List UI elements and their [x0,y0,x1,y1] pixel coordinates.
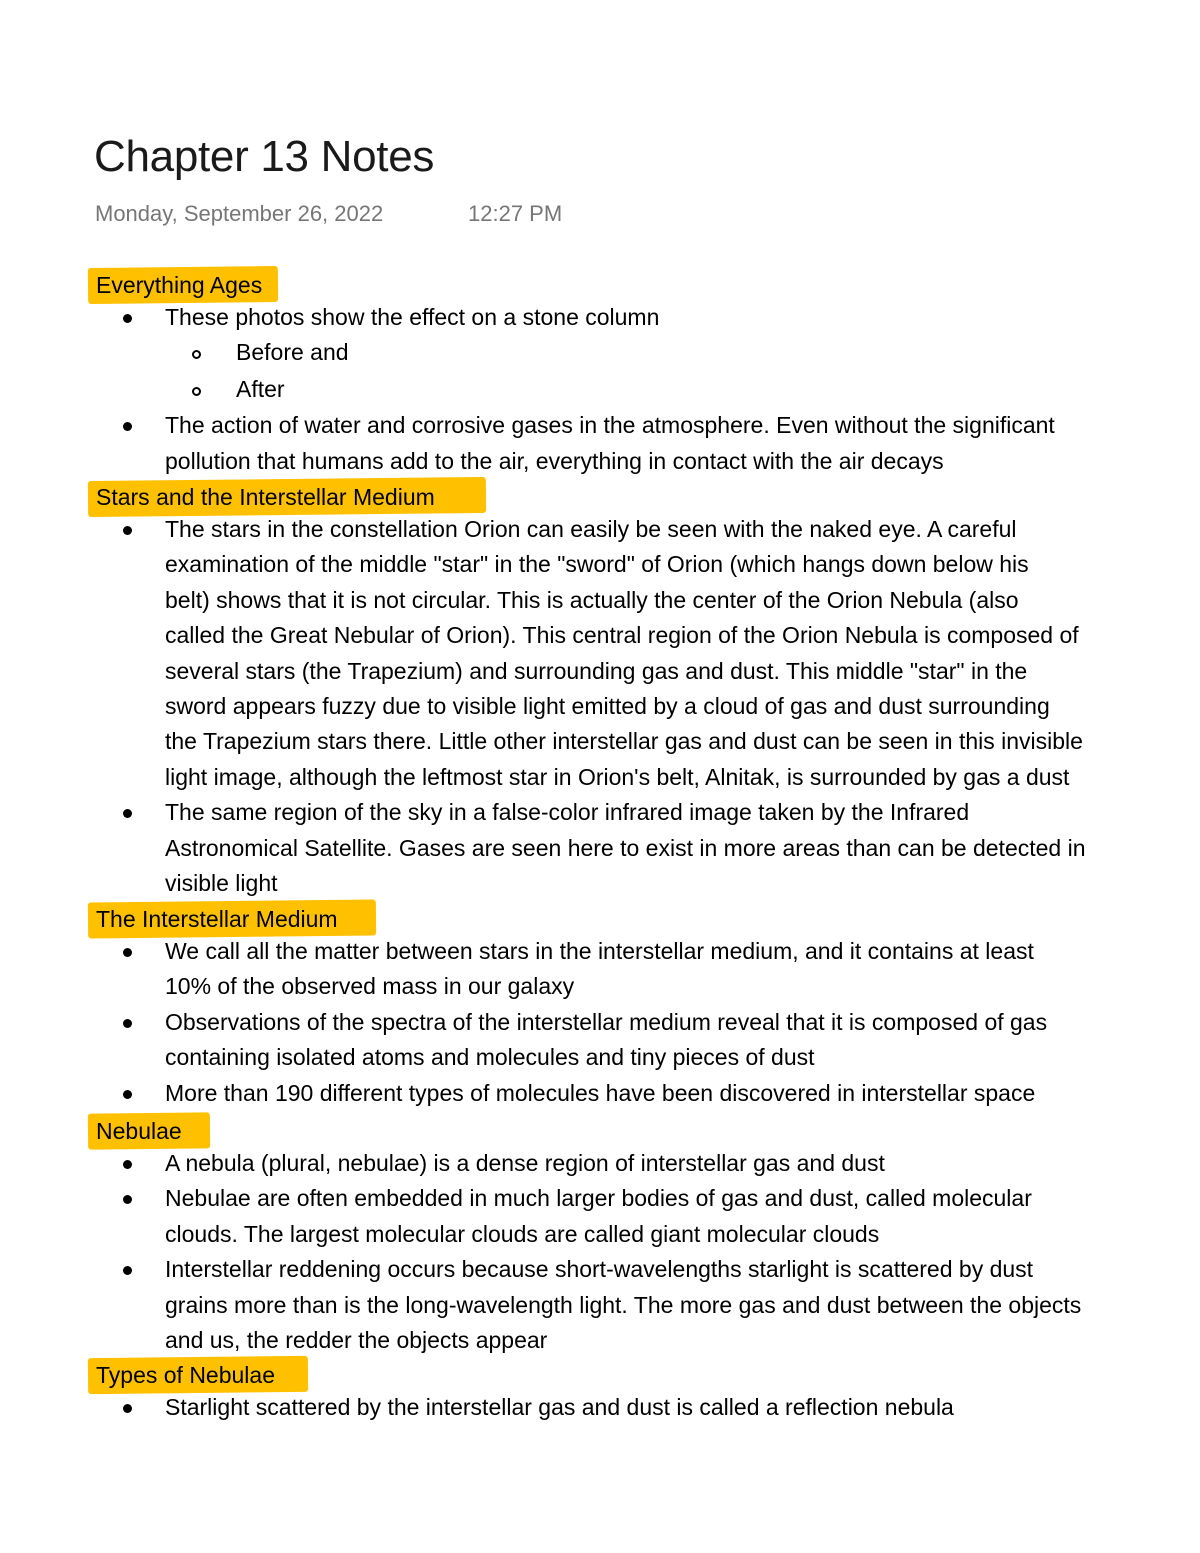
sub-bullet-icon [192,387,201,396]
bullet-icon [123,526,132,535]
page-date: Monday, September 26, 2022 [95,201,384,226]
section-heading-text: Nebulae [96,1118,182,1144]
sub-list-item: Before and [236,339,349,366]
page-title: Chapter 13 Notes [94,132,435,181]
section-heading-text: Everything Ages [96,272,263,298]
list-item-line: clouds. The largest molecular clouds are called giant molecular clouds [165,1220,880,1247]
list-item-line: several stars (the Trapezium) and surrounding gas and dust. This middle "star" in the [165,657,1028,684]
bullet-icon [123,314,132,323]
section-heading [88,1112,190,1150]
list-item-line: grains more than is the long-wavelength light. The more gas and dust between the objects [165,1291,1082,1318]
bullet-icon [123,1404,132,1413]
list-item-line: We call all the matter between stars in the interstellar medium, and it contains at least [165,938,1034,964]
sub-list-item: After [236,375,285,402]
list-item-line: A nebula (plural, nebulae) is a dense region of interstellar gas and dust [165,1150,885,1176]
bullet-icon [123,422,132,431]
list-item-line: Starlight scattered by the interstellar gas and dust is called a reflection nebula [165,1394,954,1420]
list-item-line: These photos show the effect on a stone column [165,304,660,330]
list-item-line: called the Great Nebular of Orion). This central region of the Orion Nebula is composed of [165,622,1079,649]
list-item-line: and us, the redder the objects appear [165,1327,548,1353]
bullet-icon [123,1090,132,1099]
list-item-line: The action of water and corrosive gases in the atmosphere. Even without the significant [165,412,1055,439]
bullet-icon [123,948,132,957]
list-item-line: More than 190 different types of molecules have been discovered in interstellar space [165,1079,1036,1106]
section-heading-text: The Interstellar Medium [96,906,338,932]
list-item-line: belt) shows that it is not circular. This is actually the center of the Orion Nebula (also [165,586,1019,613]
list-item-line: containing isolated atoms and molecules and tiny pieces of dust [165,1044,815,1071]
list-item-line: sword appears fuzzy due to visible light emitted by a cloud of gas and dust surrounding [165,693,1050,719]
section-heading [88,900,346,938]
list-item-line: The same region of the sky in a false-color infrared image taken by the Infrared [165,799,970,826]
list-item-line: 10% of the observed mass in our galaxy [165,973,575,1000]
bullet-icon [123,1160,132,1169]
bullet-icon [123,1195,132,1204]
list-item-line: Nebulae are often embedded in much larger bodies of gas and dust, called molecular [165,1185,1032,1212]
list-item-line: examination of the middle "star" in the "sword" of Orion (which hangs down below his [165,551,1029,578]
list-item-line: Astronomical Satellite. Gases are seen here to exist in more areas than can be detected in [165,834,1086,861]
bullet-icon [123,1019,132,1028]
page-time: 12:27 PM [468,201,563,226]
list-item-line: light image, although the leftmost star in Orion's belt, Alnitak, is surrounded by gas a dust [165,763,1070,790]
list-item-line: pollution that humans add to the air, everything in contact with the air decays [165,447,944,474]
bullet-icon [123,1266,132,1275]
sub-bullet-icon [192,350,201,359]
section-heading [88,266,270,304]
bullet-icon [123,809,132,818]
section-heading [88,478,443,516]
section-heading [88,1356,283,1394]
list-item-line: visible light [165,870,278,896]
list-item-line: the Trapezium stars there. Little other interstellar gas and dust can be seen in this invisible [165,728,1083,755]
list-item-line: Observations of the spectra of the interstellar medium reveal that it is composed of gas [165,1008,1048,1035]
section-heading-text: Types of Nebulae [96,1362,276,1388]
section-heading-text: Stars and the Interstellar Medium [96,484,435,510]
list-item-line: The stars in the constellation Orion can easily be seen with the naked eye. A careful [165,516,1017,542]
list-item-line: Interstellar reddening occurs because short-wavelengths starlight is scattered by dust [165,1256,1034,1283]
